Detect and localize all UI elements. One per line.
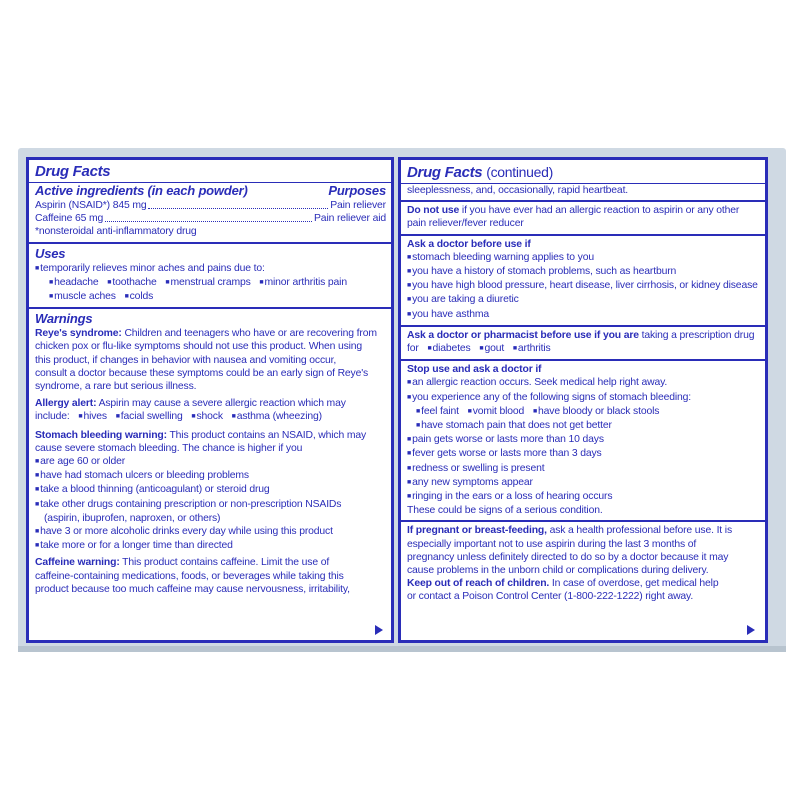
continued-section: [401, 160, 765, 202]
uses-list: [35, 276, 386, 290]
ask-item: you have a history of stomach problems, such as heartburn: [412, 266, 677, 278]
stop-item: fever gets worse or lasts more than 3 days: [412, 448, 602, 460]
drug-facts-panel-right: [398, 157, 768, 643]
continued-line: sleeplessness, and, occasionally, rapid heartbeat.: [407, 185, 629, 196]
drug-facts-title: Drug Facts: [35, 163, 111, 180]
ask-item: you have asthma: [412, 308, 489, 320]
allergy-item: ■ facial swelling: [116, 411, 183, 422]
bleed-item: ■ vomit blood: [468, 406, 525, 417]
use-item: ■ colds: [125, 291, 154, 302]
stomach-bleeding-paragraph: Stomach bleeding warning: This product contains an NSAID, which may cause severe stomach bleeding. The chance is higher if you ■ are age 60 or older ■ have had stomach ulcers or bleeding problems ■ take a blood thinning (anticoagulant) or steroid drug ■ take other drugs containing prescription or non-prescription NSAIDs (aspirin, ibuprofen, naproxen, or others) ■ have 3 or more alcoholic drinks every day while using this product ■ take more or for a longer time than directed: [35, 429, 386, 554]
ingredient-purpose: Pain reliever aid: [314, 213, 386, 225]
ingredient-row: [35, 212, 386, 225]
stomach-item: have had stomach ulcers or bleeding problems: [40, 470, 249, 482]
bleed-item: have stomach pain that does not get better: [421, 420, 612, 432]
use-item: ■ headache: [49, 277, 99, 288]
stomach-item: take a blood thinning (anticoagulant) or steroid drug: [40, 484, 270, 496]
stop-item: pain gets worse or lasts more than 10 days: [412, 434, 604, 446]
ask-item: stomach bleeding warning applies to you: [412, 251, 594, 263]
ask-doctor-section: Ask a doctor before use if ■ stomach bleeding warning applies to you ■ you have a history of stomach problems, such as heartburn ■ you have high blood pressure, heart disease, liver cirrhosis, or kidney disease ■ you are taking a diuretic ■ you have asthma: [401, 236, 765, 327]
stop-item: you experience any of the following signs of stomach bleeding:: [412, 391, 692, 403]
footnote: *nonsteroidal anti-inflammatory drug: [35, 226, 197, 238]
allergy-paragraph: Allergy alert: Aspirin may cause a severe allergic reaction which may include: ■ hives ■ facial swelling ■ shock ■ asthma (wheezing): [35, 397, 386, 424]
reye-paragraph: Reye's syndrome: Children and teenagers who have or are recovering from chicken pox or flu-like symptoms should not use this product. When using this product, if changes in behavior with nausea and vomiting occur, consult a doctor because these symptoms could be an early sign of Reye's syndrome, a rare but serious illness.: [35, 328, 377, 393]
allergy-item: ■ shock: [191, 411, 222, 422]
pharm-item: ■ gout: [479, 343, 504, 354]
pregnancy-section: If pregnant or breast-feeding, ask a health professional before use. It is especially important not to use aspirin during the last 3 months of pregnancy unless definitely directed to do so by a doctor because it may cause problems in the unborn child or complications during delivery. Keep out of reach of children. In case of overdose, get medical help or contact a Poison Control Center (1-800-222-1222) right away.: [407, 525, 732, 603]
uses-section: [29, 244, 391, 310]
use-item: ■ muscle aches: [49, 291, 116, 302]
ingredient-name: Aspirin (NSAID*) 845 mg: [35, 200, 147, 211]
ask-item: you have high blood pressure, heart disease, liver cirrhosis, or kidney disease: [412, 280, 758, 292]
continue-arrow-icon: [747, 625, 755, 635]
uses-heading: Uses: [35, 245, 66, 261]
ingredient-row: [35, 199, 386, 212]
stop-use-section: Stop use and ask a doctor if ■ an allergic reaction occurs. Seek medical help right away. ■ you experience any of the following signs of stomach bleeding: ■ feel faint ■ vomit blood ■ have bloody or black stools ■ have stomach pain that does not get better ■ pain gets worse or lasts more than 10 days ■ fever gets worse or lasts more than 3 days ■ redness or swelling is present ■ any new symptoms appear ■ ringing in the ears or a loss of hearing occurs These could be signs of a serious condition.: [401, 361, 765, 522]
allergy-item: ■ hives: [78, 411, 107, 422]
stomach-item: are age 60 or older: [40, 456, 126, 468]
purposes-heading: Purposes: [328, 183, 386, 198]
drug-facts-continued-title: Drug Facts (continued): [407, 164, 553, 181]
active-ingredients-header: [35, 183, 386, 199]
stomach-item: take more or for a longer time than directed: [40, 540, 233, 552]
use-item: ■ menstrual cramps: [165, 277, 250, 288]
package-edge: [18, 646, 786, 652]
stomach-item: take other drugs containing prescription or non-prescription NSAIDs: [40, 498, 342, 510]
drug-facts-panel-left: [26, 157, 394, 643]
warnings-section: [29, 309, 391, 599]
pharm-item: ■ arthritis: [513, 343, 551, 354]
pharm-item: ■ diabetes: [427, 343, 470, 354]
uses-list: [35, 290, 386, 304]
uses-intro: temporarily relieves minor aches and pains due to:: [40, 262, 265, 274]
stop-item: an allergic reaction occurs. Seek medical help right away.: [412, 377, 668, 389]
stomach-item: have 3 or more alcoholic drinks every day while using this product: [40, 526, 333, 538]
do-not-use-section: Do not use if you have ever had an allergic reaction to aspirin or any other pain reliever/fever reducer: [401, 202, 765, 235]
stop-end: These could be signs of a serious condition.: [407, 505, 603, 517]
allergy-item: ■ asthma (wheezing): [232, 411, 322, 422]
continue-arrow-icon: [375, 625, 383, 635]
use-item: ■ toothache: [107, 277, 156, 288]
use-item: ■ minor arthritis pain: [259, 277, 347, 288]
bleed-item: ■ feel faint: [416, 406, 459, 417]
ingredient-name: Caffeine 65 mg: [35, 213, 104, 225]
leader-dots: [105, 212, 312, 222]
ask-pharmacist-section: Ask a doctor or pharmacist before use if you are taking a prescription drug for ■ diabetes ■ gout ■ arthritis: [401, 327, 765, 361]
active-ingredients-heading: Active ingredients (in each powder): [35, 183, 248, 198]
warnings-heading: Warnings: [35, 311, 93, 327]
active-ingredients-section: [29, 160, 391, 244]
leader-dots: [148, 199, 328, 209]
ingredient-purpose: Pain reliever: [330, 200, 386, 211]
stop-item: ringing in the ears or a loss of hearing occurs: [412, 491, 613, 503]
stop-item: any new symptoms appear: [412, 476, 533, 488]
caffeine-paragraph: Caffeine warning: This product contains caffeine. Limit the use of caffeine-containing medications, foods, or beverages while taking this product because too much caffeine may cause nervousness, irritability,: [35, 557, 350, 595]
ask-item: you are taking a diuretic: [412, 294, 519, 306]
stop-item: redness or swelling is present: [412, 462, 545, 474]
bleed-item: ■ have bloody or black stools: [533, 406, 659, 417]
